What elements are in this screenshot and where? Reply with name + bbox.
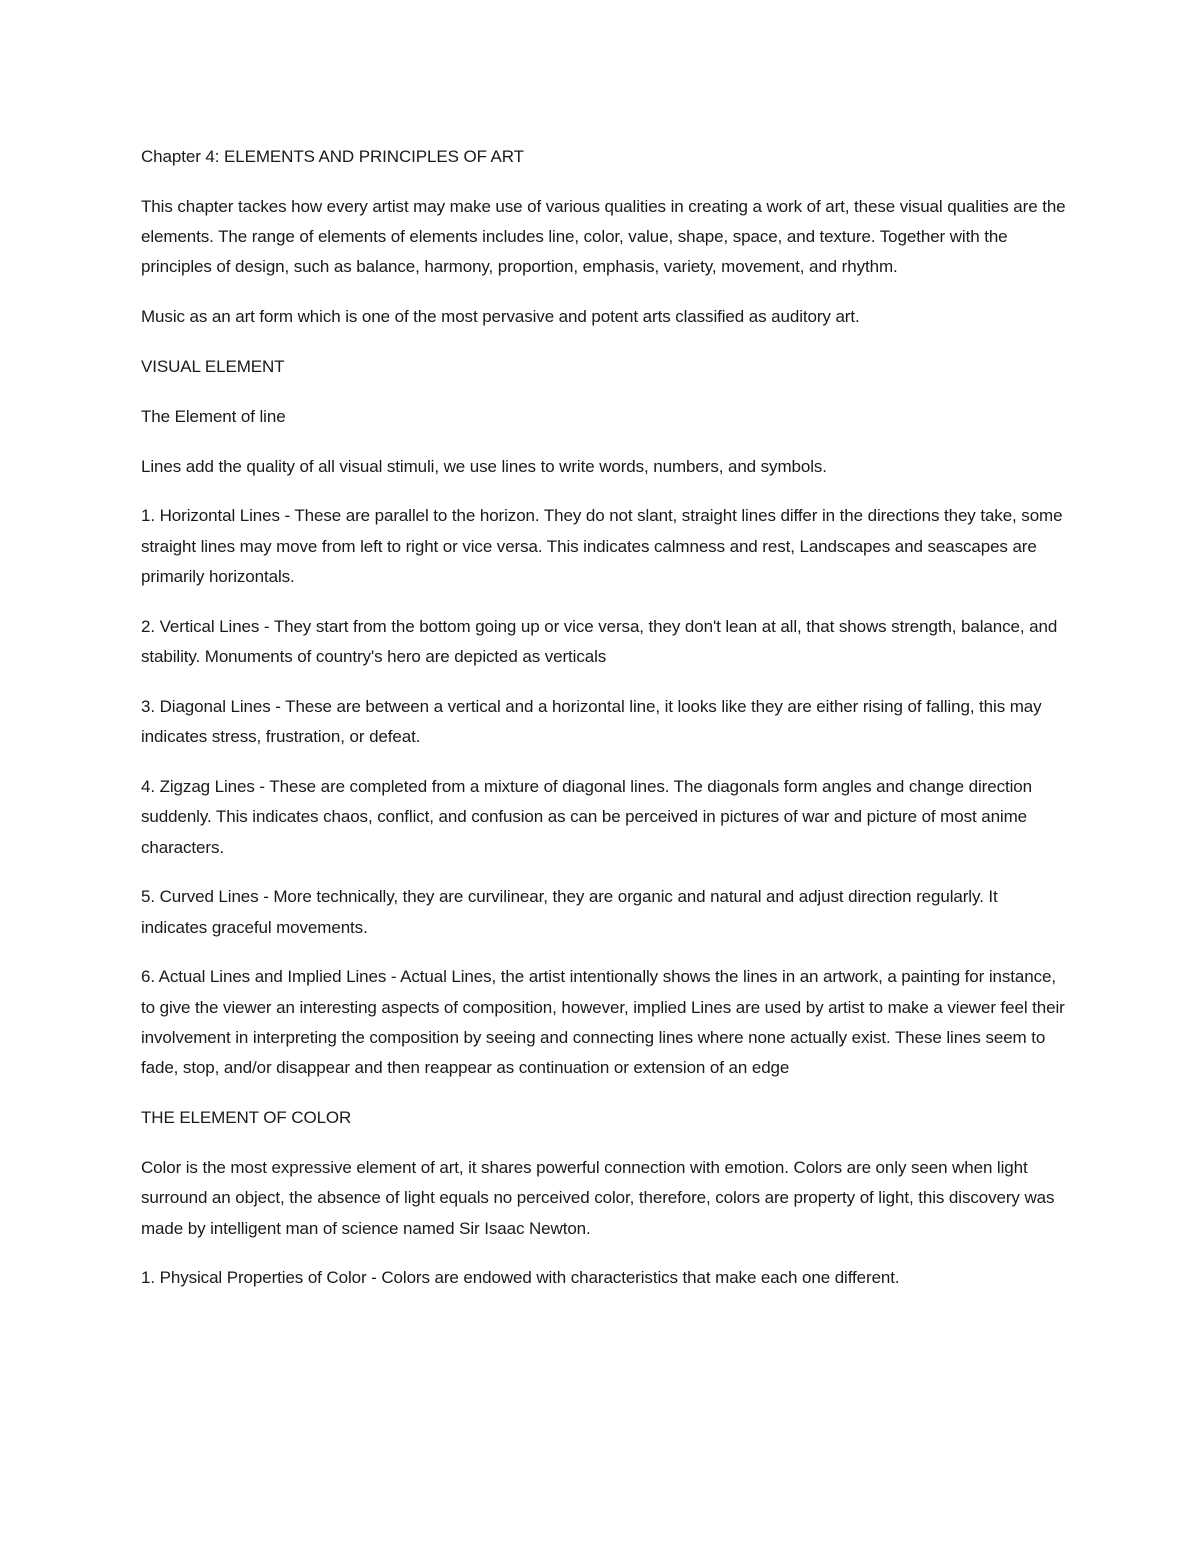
color-paragraph: Color is the most expressive element of art, it shares powerful connection with emotion. Colors are only seen when light surround an object, the absence of light equals no perceived color, therefore, colors are property of light, this discovery was made by intelligent man of science named Sir Isaac Newton. (141, 1157, 1055, 1238)
intro-paragraph: This chapter tackes how every artist may make use of various qualities in creating a work of art, these visual qualities are the elements. The range of elements of elements includes line, color, value, shape, space, and texture. Together with the principles of design, such as balance, harmony, proportion, emphasis, variety, movement, and rhythm. (141, 196, 1066, 277)
list-item-diagonal-lines: 3. Diagonal Lines - These are between a vertical and a horizontal line, it looks like they are either rising of falling, this may indicates stress, frustration, or defeat. (141, 696, 1042, 747)
list-item-curved-lines: 5. Curved Lines - More technically, they are curvilinear, they are organic and natural and adjust direction regularly. It indicates graceful movements. (141, 887, 998, 937)
music-paragraph: Music as an art form which is one of the most pervasive and potent arts classified as auditory art. (141, 307, 860, 327)
list-item-zigzag-lines: 4. Zigzag Lines - These are completed from a mixture of diagonal lines. The diagonals form angles and change direction suddenly. This indicates chaos, conflict, and confusion as can be perceived in pictures of war and picture of most anime characters. (141, 776, 1032, 857)
section-heading-visual-element: VISUAL ELEMENT (141, 356, 285, 376)
list-item-actual-implied-lines: 6. Actual Lines and Implied Lines - Actual Lines, the artist intentionally shows the lines in an artwork, a painting for instance, to give the viewer an interesting aspects of composition, however, implied Lines are used by artist to make a viewer feel their involvement in interpreting the composition by seeing and connecting lines where none actually exist. These lines seem to fade, stop, and/or disappear and then reappear as continuation or extension of an edge (141, 967, 1065, 1078)
lines-paragraph: Lines add the quality of all visual stimuli, we use lines to write words, numbers, and symbols. (141, 456, 827, 476)
section-heading-element-of-color: THE ELEMENT OF COLOR (141, 1108, 352, 1128)
list-item-vertical-lines: 2. Vertical Lines - They start from the bottom going up or vice versa, they don't lean at all, that shows strength, balance, and stability. Monuments of country's hero are depicted as verticals (141, 616, 1058, 667)
chapter-title: Chapter 4: ELEMENTS AND PRINCIPLES OF ART (141, 147, 524, 166)
subheading-element-of-line: The Element of line (141, 406, 286, 426)
list-item-physical-properties-of-color: 1. Physical Properties of Color - Colors are endowed with characteristics that make each one different. (141, 1268, 900, 1288)
document-body (141, 142, 1066, 1313)
list-item-horizontal-lines: 1. Horizontal Lines - These are parallel to the horizon. They do not slant, straight lines differ in the directions they take, some straight lines may move from left to right or vice versa. This indicates calmness and rest, Landscapes and seascapes are primarily horizontals. (141, 506, 1063, 586)
